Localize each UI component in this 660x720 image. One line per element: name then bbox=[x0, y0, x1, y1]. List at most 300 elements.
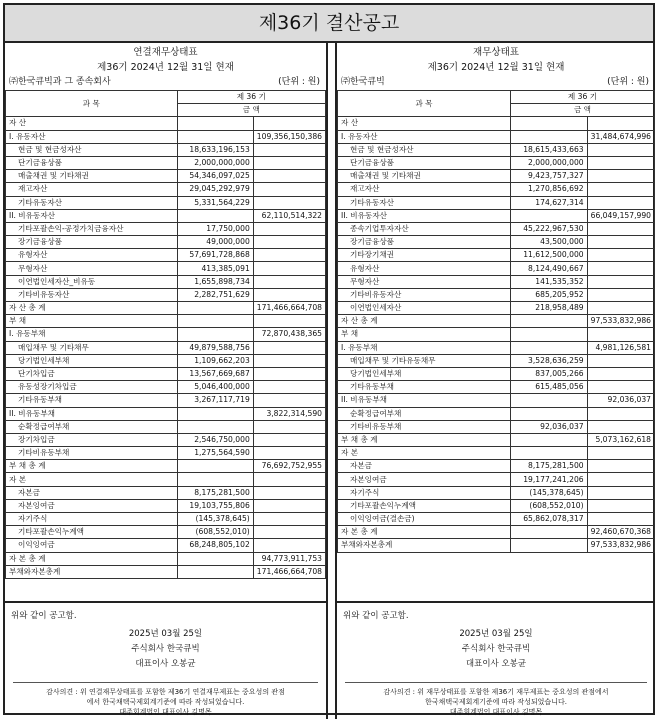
row-value-detail: 49,000,000 bbox=[177, 236, 253, 249]
table-row bbox=[338, 447, 655, 460]
row-value-detail bbox=[510, 209, 587, 222]
notice-frame bbox=[3, 3, 655, 715]
row-value-detail: 413,385,091 bbox=[177, 262, 253, 275]
row-label: II. 비유동자산 bbox=[338, 209, 511, 222]
table-row bbox=[338, 526, 655, 539]
table-row bbox=[338, 170, 655, 183]
table-row bbox=[338, 156, 655, 169]
row-value-detail: 19,177,241,206 bbox=[510, 473, 587, 486]
col-period: 제 36 기 bbox=[177, 91, 325, 104]
row-value-total bbox=[253, 315, 325, 328]
row-value-total bbox=[587, 354, 654, 367]
row-value-total bbox=[253, 486, 325, 499]
row-label: 부채와자본총계 bbox=[338, 539, 511, 552]
row-value-detail: 11,612,500,000 bbox=[510, 249, 587, 262]
row-value-detail: 45,222,967,530 bbox=[510, 222, 587, 235]
table-row bbox=[6, 552, 326, 565]
table-row bbox=[6, 143, 326, 156]
row-value-total bbox=[253, 341, 325, 354]
row-value-detail bbox=[510, 394, 587, 407]
row-value-detail bbox=[510, 539, 587, 552]
left-audit-line-3: 대주회계법인 대표이사 김명목 bbox=[119, 708, 212, 716]
table-row bbox=[6, 354, 326, 367]
row-value-detail: (145,378,645) bbox=[510, 486, 587, 499]
left-footer-company: 주식회사 한국큐빅 bbox=[131, 644, 200, 654]
table-row bbox=[338, 196, 655, 209]
row-value-detail: 3,528,636,259 bbox=[510, 354, 587, 367]
right-audit-line-3: 대주회계법인 대표이사 김명목 bbox=[449, 708, 543, 716]
table-row bbox=[338, 117, 655, 130]
col-period: 제 36 기 bbox=[510, 91, 654, 104]
row-value-total bbox=[587, 460, 654, 473]
row-value-detail: 8,175,281,500 bbox=[510, 460, 587, 473]
row-label: 기타비유동자산 bbox=[6, 288, 178, 301]
row-label: 단기금융상품 bbox=[338, 156, 511, 169]
row-value-detail: 9,423,757,327 bbox=[510, 170, 587, 183]
right-audit-line-1: 감사의견 : 위 재무상태표를 포함한 제36기 재무제표는 중요성의 관점에서 bbox=[383, 688, 609, 696]
row-value-detail bbox=[177, 552, 253, 565]
row-value-total bbox=[253, 513, 325, 526]
row-label: 재고자산 bbox=[6, 183, 178, 196]
row-value-total bbox=[253, 143, 325, 156]
row-value-detail bbox=[177, 407, 253, 420]
right-footer-ceo: 대표이사 오봉균 bbox=[465, 659, 527, 669]
table-row bbox=[6, 539, 326, 552]
table-row bbox=[338, 143, 655, 156]
row-value-total bbox=[587, 288, 654, 301]
row-value-total bbox=[253, 236, 325, 249]
row-value-total bbox=[587, 170, 654, 183]
left-footer-intro: 위와 같이 공고함. bbox=[11, 611, 77, 621]
left-table bbox=[5, 90, 326, 579]
row-value-total: 92,460,670,368 bbox=[587, 526, 654, 539]
right-footer-date: 2025년 03월 25일 bbox=[459, 629, 533, 639]
table-row bbox=[338, 249, 655, 262]
row-value-total bbox=[587, 407, 654, 420]
left-footer bbox=[5, 601, 328, 719]
row-label: 재고자산 bbox=[338, 183, 511, 196]
row-label: 유형자산 bbox=[338, 262, 511, 275]
row-value-total: 76,692,752,955 bbox=[253, 460, 325, 473]
table-row bbox=[6, 341, 326, 354]
table-row bbox=[338, 473, 655, 486]
row-value-detail: 57,691,728,868 bbox=[177, 249, 253, 262]
row-label: 당기법인세부채 bbox=[6, 354, 178, 367]
row-label: 자기주식 bbox=[6, 513, 178, 526]
table-row bbox=[338, 394, 655, 407]
table-row bbox=[338, 341, 655, 354]
row-value-total bbox=[253, 433, 325, 446]
row-value-total bbox=[587, 236, 654, 249]
row-value-total bbox=[253, 394, 325, 407]
row-value-detail bbox=[177, 460, 253, 473]
consolidated-balance-sheet bbox=[5, 41, 328, 601]
row-value-detail: 1,109,662,203 bbox=[177, 354, 253, 367]
row-value-total bbox=[253, 499, 325, 512]
right-table bbox=[337, 90, 655, 553]
row-value-detail: 615,485,056 bbox=[510, 381, 587, 394]
table-row bbox=[6, 130, 326, 143]
table-row bbox=[6, 460, 326, 473]
row-label: 기타장기채권 bbox=[338, 249, 511, 262]
row-label: II. 비유동자산 bbox=[6, 209, 178, 222]
row-value-detail: 29,045,292,979 bbox=[177, 183, 253, 196]
table-row bbox=[338, 222, 655, 235]
row-value-total bbox=[587, 302, 654, 315]
table-row bbox=[6, 170, 326, 183]
row-value-detail: 18,615,433,663 bbox=[510, 143, 587, 156]
row-label: 장기금융상품 bbox=[338, 236, 511, 249]
row-value-detail: 174,627,314 bbox=[510, 196, 587, 209]
row-label: I. 유동자산 bbox=[6, 130, 178, 143]
row-value-total bbox=[587, 143, 654, 156]
table-row bbox=[6, 473, 326, 486]
row-label: 이연법인세자산 bbox=[338, 302, 511, 315]
row-label: 종속기업투자자산 bbox=[338, 222, 511, 235]
table-row bbox=[6, 222, 326, 235]
row-label: 장기금융상품 bbox=[6, 236, 178, 249]
table-row bbox=[338, 381, 655, 394]
table-row bbox=[6, 315, 326, 328]
table-row bbox=[6, 302, 326, 315]
row-label: I. 유동부채 bbox=[6, 328, 178, 341]
table-row bbox=[6, 420, 326, 433]
table-row bbox=[6, 526, 326, 539]
left-header-period: 제36기 2024년 12월 31일 현재 bbox=[97, 62, 234, 73]
row-value-detail: 65,862,078,317 bbox=[510, 513, 587, 526]
row-label: 순확정급여부채 bbox=[338, 407, 511, 420]
row-value-detail: 141,535,352 bbox=[510, 275, 587, 288]
table-row bbox=[338, 499, 655, 512]
table-header-row bbox=[6, 91, 326, 104]
table-row bbox=[6, 117, 326, 130]
row-label: 자 산 bbox=[338, 117, 511, 130]
row-label: 이연법인세자산_비유동 bbox=[6, 275, 178, 288]
table-row bbox=[338, 420, 655, 433]
right-footer-company: 주식회사 한국큐빅 bbox=[461, 644, 531, 654]
row-value-detail: 1,655,898,734 bbox=[177, 275, 253, 288]
row-value-total bbox=[253, 222, 325, 235]
row-label: 자본금 bbox=[6, 486, 178, 499]
row-label: 당기법인세부채 bbox=[338, 367, 511, 380]
row-value-total bbox=[587, 381, 654, 394]
table-row bbox=[6, 565, 326, 578]
row-label: 기타유동부채 bbox=[6, 394, 178, 407]
left-audit-line-2: 에서 한국채택국제회계기준에 따라 작성되었습니다. bbox=[86, 698, 245, 706]
row-value-detail: 54,346,097,025 bbox=[177, 170, 253, 183]
row-value-total bbox=[587, 196, 654, 209]
row-value-total: 66,049,157,990 bbox=[587, 209, 654, 222]
row-value-total bbox=[253, 249, 325, 262]
row-label: 매출채권 및 기타채권 bbox=[6, 170, 178, 183]
col-amount: 금 액 bbox=[177, 104, 325, 117]
row-value-detail bbox=[510, 315, 587, 328]
col-subject: 과 목 bbox=[338, 91, 511, 117]
row-value-total bbox=[587, 513, 654, 526]
row-label: 기타포괄손익-공정가치금융자산 bbox=[6, 222, 178, 235]
row-value-detail: 18,633,196,153 bbox=[177, 143, 253, 156]
row-value-detail bbox=[510, 407, 587, 420]
row-value-total bbox=[253, 447, 325, 460]
row-value-total: 5,073,162,618 bbox=[587, 433, 654, 446]
row-value-total bbox=[587, 447, 654, 460]
left-footer-date: 2025년 03월 25일 bbox=[128, 629, 203, 639]
row-label: 순확정급여부채 bbox=[6, 420, 178, 433]
row-value-detail: 2,000,000,000 bbox=[510, 156, 587, 169]
row-value-total bbox=[253, 381, 325, 394]
right-header-period: 제36기 2024년 12월 31일 현재 bbox=[427, 62, 565, 73]
row-value-detail: 92,036,037 bbox=[510, 420, 587, 433]
row-value-detail bbox=[510, 328, 587, 341]
row-value-detail: 8,124,490,667 bbox=[510, 262, 587, 275]
table-row bbox=[6, 513, 326, 526]
table-row bbox=[338, 130, 655, 143]
row-label: 부채와자본총계 bbox=[6, 565, 178, 578]
row-value-total bbox=[253, 526, 325, 539]
row-value-total: 4,981,126,581 bbox=[587, 341, 654, 354]
row-value-total: 92,036,037 bbox=[587, 394, 654, 407]
row-value-detail: 19,103,755,806 bbox=[177, 499, 253, 512]
row-value-total: 31,484,674,996 bbox=[587, 130, 654, 143]
table-row bbox=[338, 302, 655, 315]
row-label: 자 본 bbox=[338, 447, 511, 460]
row-value-total: 171,466,664,708 bbox=[253, 565, 325, 578]
row-value-total bbox=[587, 249, 654, 262]
table-row bbox=[6, 275, 326, 288]
row-label: 자본잉여금 bbox=[6, 499, 178, 512]
row-value-total bbox=[587, 156, 654, 169]
left-audit-line-1: 감사의견 : 위 연결재무상태표를 포함한 제36기 연결재무제표는 중요성의 관점 bbox=[46, 688, 285, 696]
row-value-total bbox=[587, 328, 654, 341]
row-value-detail: 2,282,751,629 bbox=[177, 288, 253, 301]
left-company-name: ㈜한국큐빅과 그 종속회사 bbox=[9, 77, 111, 87]
row-label: 자 산 총 계 bbox=[6, 302, 178, 315]
table-row bbox=[6, 367, 326, 380]
left-audit-opinion bbox=[13, 682, 318, 717]
row-label: 부 채 bbox=[6, 315, 178, 328]
right-audit-line-2: 한국채택국제회계기준에 따라 작성되었습니다. bbox=[425, 698, 567, 706]
row-label: 자본금 bbox=[338, 460, 511, 473]
row-value-detail: 837,005,266 bbox=[510, 367, 587, 380]
row-value-detail bbox=[177, 209, 253, 222]
row-label: I. 유동자산 bbox=[338, 130, 511, 143]
row-value-detail bbox=[510, 117, 587, 130]
row-value-total bbox=[587, 473, 654, 486]
table-row bbox=[338, 367, 655, 380]
table-row bbox=[6, 381, 326, 394]
table-row bbox=[338, 407, 655, 420]
row-value-detail bbox=[177, 420, 253, 433]
row-label: 무형자산 bbox=[6, 262, 178, 275]
row-value-detail: 2,546,750,000 bbox=[177, 433, 253, 446]
table-row bbox=[338, 315, 655, 328]
row-value-detail: 2,000,000,000 bbox=[177, 156, 253, 169]
row-value-total bbox=[587, 183, 654, 196]
row-value-total bbox=[253, 170, 325, 183]
row-value-total bbox=[587, 486, 654, 499]
row-value-total bbox=[253, 539, 325, 552]
row-value-total: 171,466,664,708 bbox=[253, 302, 325, 315]
row-label: 기타비유동부채 bbox=[6, 447, 178, 460]
row-label: 부 채 총 계 bbox=[338, 433, 511, 446]
row-label: 이익잉여금(결손금) bbox=[338, 513, 511, 526]
row-value-detail: 1,270,856,692 bbox=[510, 183, 587, 196]
row-label: 자 산 bbox=[6, 117, 178, 130]
row-value-detail bbox=[177, 473, 253, 486]
row-value-total: 109,356,150,386 bbox=[253, 130, 325, 143]
table-row bbox=[338, 183, 655, 196]
row-label: 자 본 총 계 bbox=[338, 526, 511, 539]
row-label: 기타유동자산 bbox=[6, 196, 178, 209]
row-value-total bbox=[253, 288, 325, 301]
table-row bbox=[6, 407, 326, 420]
row-value-total bbox=[253, 367, 325, 380]
row-value-detail: 5,046,400,000 bbox=[177, 381, 253, 394]
right-footer bbox=[335, 601, 655, 719]
row-value-detail: 43,500,000 bbox=[510, 236, 587, 249]
table-row bbox=[6, 236, 326, 249]
row-value-total bbox=[253, 196, 325, 209]
row-label: 유형자산 bbox=[6, 249, 178, 262]
row-label: I. 유동부채 bbox=[338, 341, 511, 354]
row-label: 매입채무 및 기타채무 bbox=[6, 341, 178, 354]
row-value-detail: 685,205,952 bbox=[510, 288, 587, 301]
row-value-total bbox=[587, 262, 654, 275]
row-label: 유동성장기차입금 bbox=[6, 381, 178, 394]
row-label: 기타비유동자산 bbox=[338, 288, 511, 301]
row-value-detail: 49,879,588,756 bbox=[177, 341, 253, 354]
row-label: 자 산 총 계 bbox=[338, 315, 511, 328]
table-row bbox=[338, 262, 655, 275]
row-label: 부 채 bbox=[338, 328, 511, 341]
right-footer-intro: 위와 같이 공고함. bbox=[343, 611, 409, 621]
row-value-detail: (608,552,010) bbox=[510, 499, 587, 512]
table-row bbox=[338, 486, 655, 499]
row-value-total bbox=[253, 183, 325, 196]
table-row bbox=[6, 394, 326, 407]
right-company bbox=[337, 75, 655, 90]
row-label: 이익잉여금 bbox=[6, 539, 178, 552]
row-value-total: 97,533,832,986 bbox=[587, 539, 654, 552]
row-value-detail: (608,552,010) bbox=[177, 526, 253, 539]
row-value-total bbox=[587, 275, 654, 288]
col-subject: 과 목 bbox=[6, 91, 178, 117]
row-value-detail: 218,958,489 bbox=[510, 302, 587, 315]
table-row bbox=[338, 354, 655, 367]
table-row bbox=[6, 486, 326, 499]
table-header-row bbox=[338, 91, 655, 104]
table-row bbox=[6, 433, 326, 446]
right-company-name: ㈜한국큐빅 bbox=[341, 77, 385, 87]
row-value-detail: 5,331,564,229 bbox=[177, 196, 253, 209]
table-row bbox=[6, 249, 326, 262]
row-value-total: 3,822,314,590 bbox=[253, 407, 325, 420]
table-row bbox=[6, 156, 326, 169]
table-row bbox=[6, 262, 326, 275]
row-label: 현금 및 현금성자산 bbox=[338, 143, 511, 156]
row-value-detail: 3,267,117,719 bbox=[177, 394, 253, 407]
balance-sheet bbox=[335, 41, 655, 601]
row-value-total bbox=[253, 117, 325, 130]
left-header-title: 연결재무상태표 bbox=[133, 47, 198, 58]
row-value-total bbox=[253, 262, 325, 275]
row-label: 단기차입금 bbox=[6, 367, 178, 380]
row-value-total bbox=[253, 156, 325, 169]
table-row bbox=[338, 539, 655, 552]
row-value-total bbox=[587, 222, 654, 235]
row-label: 자기주식 bbox=[338, 486, 511, 499]
row-value-detail bbox=[177, 302, 253, 315]
row-value-detail: 13,567,669,687 bbox=[177, 367, 253, 380]
table-row bbox=[338, 513, 655, 526]
table-row bbox=[6, 209, 326, 222]
row-label: 무형자산 bbox=[338, 275, 511, 288]
table-row bbox=[338, 433, 655, 446]
row-value-total bbox=[587, 420, 654, 433]
row-value-detail: 17,750,000 bbox=[177, 222, 253, 235]
row-value-total bbox=[253, 275, 325, 288]
row-value-total: 94,773,911,753 bbox=[253, 552, 325, 565]
row-label: 부 채 총 계 bbox=[6, 460, 178, 473]
row-label: 기타유동자산 bbox=[338, 196, 511, 209]
table-row bbox=[6, 447, 326, 460]
right-header-title: 재무상태표 bbox=[473, 47, 519, 58]
row-value-detail: 1,275,564,590 bbox=[177, 447, 253, 460]
table-row bbox=[6, 328, 326, 341]
table-row bbox=[6, 183, 326, 196]
table-row bbox=[6, 196, 326, 209]
row-label: 단기금융상품 bbox=[6, 156, 178, 169]
table-row bbox=[6, 288, 326, 301]
row-value-detail bbox=[177, 117, 253, 130]
row-value-total bbox=[587, 367, 654, 380]
left-unit: (단위 : 원) bbox=[278, 77, 320, 87]
row-value-detail bbox=[177, 315, 253, 328]
row-label: 매출채권 및 기타채권 bbox=[338, 170, 511, 183]
row-value-detail bbox=[510, 341, 587, 354]
row-value-detail: 68,248,805,102 bbox=[177, 539, 253, 552]
row-value-detail bbox=[510, 447, 587, 460]
left-company bbox=[5, 75, 326, 90]
row-value-total bbox=[253, 473, 325, 486]
row-label: II. 비유동부채 bbox=[338, 394, 511, 407]
row-value-detail bbox=[177, 328, 253, 341]
table-row bbox=[338, 275, 655, 288]
row-value-total: 62,110,514,322 bbox=[253, 209, 325, 222]
row-label: 자본잉여금 bbox=[338, 473, 511, 486]
right-audit-opinion bbox=[345, 682, 647, 717]
row-value-detail bbox=[177, 565, 253, 578]
row-label: 자 본 bbox=[6, 473, 178, 486]
table-row bbox=[6, 499, 326, 512]
right-unit: (단위 : 원) bbox=[607, 77, 649, 87]
row-value-detail bbox=[177, 130, 253, 143]
row-label: 매입채무 및 기타유동채무 bbox=[338, 354, 511, 367]
right-footer-block bbox=[337, 627, 655, 672]
table-row bbox=[338, 236, 655, 249]
row-label: 장기차입금 bbox=[6, 433, 178, 446]
row-label: 기타유동부채 bbox=[338, 381, 511, 394]
row-label: 기타포괄손익누계액 bbox=[338, 499, 511, 512]
left-footer-ceo: 대표이사 오봉균 bbox=[135, 659, 196, 669]
row-value-total bbox=[253, 420, 325, 433]
row-value-total bbox=[587, 117, 654, 130]
row-value-total bbox=[587, 499, 654, 512]
row-value-detail bbox=[510, 433, 587, 446]
col-amount: 금 액 bbox=[510, 104, 654, 117]
table-row bbox=[338, 328, 655, 341]
left-footer-block bbox=[5, 627, 326, 672]
